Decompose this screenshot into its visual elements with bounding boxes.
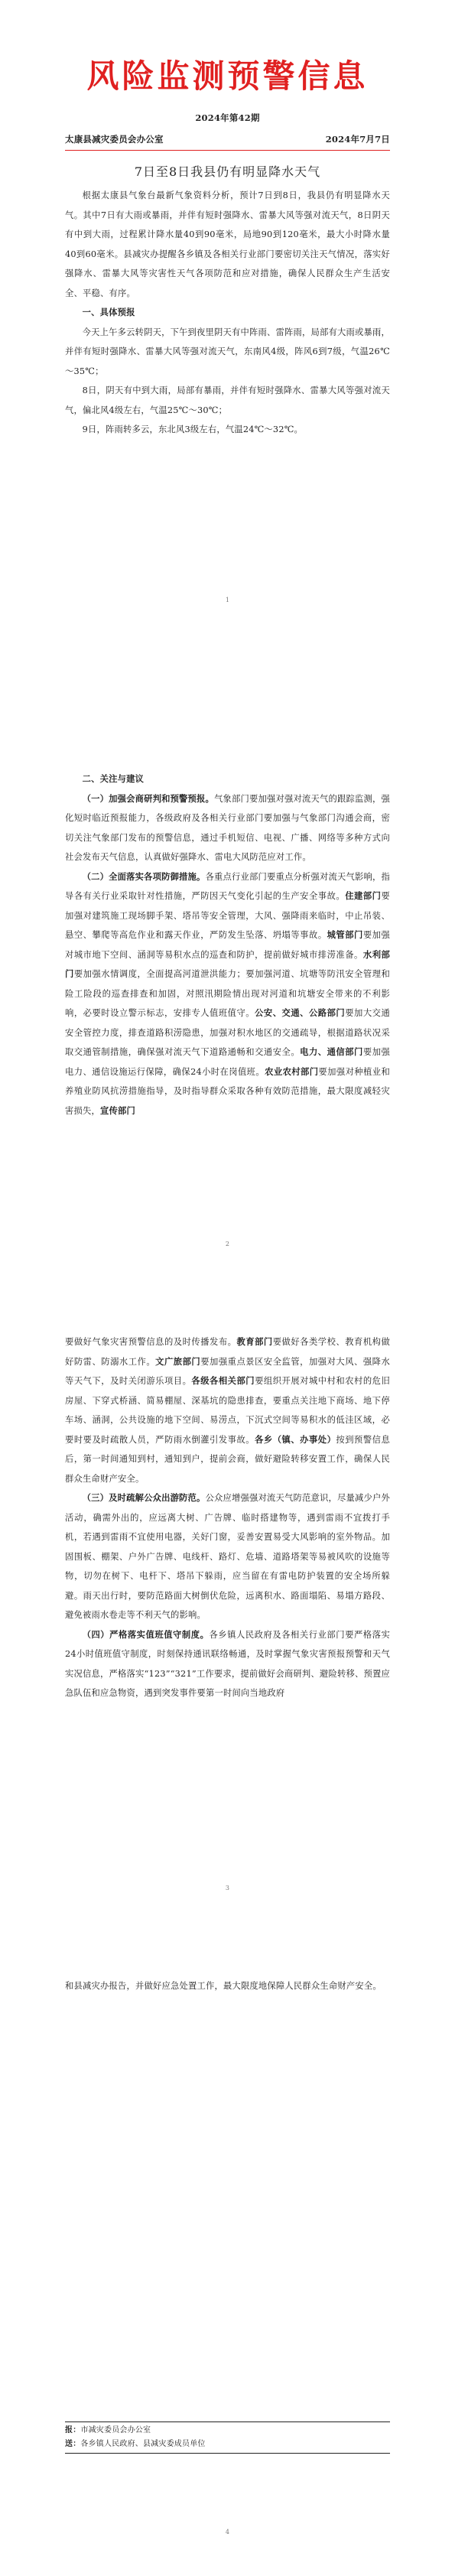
page-number: 3 xyxy=(225,1885,230,1891)
issue-date: 2024年7月7日 xyxy=(325,134,390,145)
forecast-day-9: 9日，阵雨转多云，东北风3级左右，气温24℃～32℃。 xyxy=(82,424,304,434)
page-2 xyxy=(0,644,455,1288)
forecast-day-8: 8日，阴天有中到大雨，局部有暴雨，并伴有短时强降水、雷暴大风等强对流天气，偏北风4级左右，气温25℃～30℃； xyxy=(65,385,390,415)
issuer: 太康县减灾委员会办公室 xyxy=(65,134,164,145)
masthead-title: 风险监测预警信息 xyxy=(86,57,369,95)
section-heading-advice: 二、关注与建议 xyxy=(82,773,145,784)
page-number: 2 xyxy=(225,1241,230,1247)
report-label: 报： xyxy=(65,2426,81,2435)
advice-paragraph-2-cont: 要做好气象灾害预警信息的及时传播发布。教育部门要做好各类学校、教育机构做好防雷、防溺水工作。文广旅部门要加强重点景区安全监管，加强对大风、强降水等天气下，及时关闭游乐项目。各级各相关部门要组织开展对城中村和农村的危旧房屋、下穿式桥涵、简易棚屋、深基坑的隐患排查，要重点关注地下商场、地下停车场、涵洞，公共设施的地下空间、易涝点，下沉式空间等易积水的低洼区域，必要时要及时疏散人员，严防雨水倒灌引发事故。各乡（镇、办事处）按到预警信息后，第一时间通知到村，通知到户，提前会商，做好避险转移安置工作，确保人民群众生命财产安全。 xyxy=(65,1336,390,1484)
footer-divider-bottom xyxy=(65,2453,390,2454)
send-line xyxy=(65,2438,390,2451)
red-divider xyxy=(65,150,390,151)
header-meta xyxy=(65,132,390,150)
advice-lead-2: （二）全面落实各项防御措施。 xyxy=(82,870,206,882)
page-3 xyxy=(0,1288,455,1932)
report-value: 市减灾委员会办公室 xyxy=(80,2426,151,2435)
send-value: 各乡镇人民政府、县减灾委成员单位 xyxy=(80,2440,206,2448)
section-heading-forecast: 一、具体预报 xyxy=(82,307,135,317)
advice-paragraph-3: （三）及时疏解公众出游防范。公众应增强强对流天气防范意识，尽量减少户外活动，确需外出的，应远离大树、广告牌、临时搭建物等，遇到雷雨不宜拨打手机，若遇到雷雨不宜使用电器，关好门窗，妥善安置易受大风影响的室外物品。加固围板、棚架、户外广告牌、电线杆、路灯、危墙、道路塔架等易被风吹的设施等物，切勿在树下、电杆下、塔吊下躲雨，应当留在有雷电防护装置的安全场所躲避。雨天出行时，要防范路面大树倒伏危险，远离积水、路面塌陷、易塌方路段、避免被雨水卷走等不利天气的影响。 xyxy=(65,1492,390,1620)
distribution-footer xyxy=(65,2422,390,2454)
advice-paragraph-4-cont: 和县减灾办报告，并做好应急处置工作，最大限度地保障人民群众生命财产安全。 xyxy=(65,1981,382,1991)
article-title: 7日至8日我县仍有明显降水天气 xyxy=(134,164,321,179)
advice-paragraph-1: （一）加强会商研判和预警预报。气象部门要加强对强对流天气的跟踪监测，强化短时临近预报能力，各级政府及各相关行业部门要加强与气象部门沟通会商，密切关注气象部门发布的预警信息，通过手机短信、电视、广播、网络等多种方式向社会发布天气信息，认真做好强降水、雷电大风防范应对工作。 xyxy=(65,792,391,862)
advice-lead-4: （四）严格落实值班值守制度。 xyxy=(82,1628,210,1640)
intro-paragraph: 根据太康县气象台最新气象资料分析，预计7日到8日，我县仍有明显降水天气。其中7日有大雨或暴雨，并伴有短时强降水、雷暴大风等强对流天气，8日阴天有中到大雨，过程累计降水量40到90毫米，局地90到120毫米，最大小时降水量40到60毫米。县减灾办提醒各乡镇及各相关行业部门要密切关注天气情况，落实好强降水、雷暴大风等灾害性天气各项防范和应对措施，确保人民群众生产生活安全、平稳、有序。 xyxy=(65,190,390,298)
advice-paragraph-2: （二）全面落实各项防御措施。各重点行业部门要重点分析强对流天气影响，指导各有关行业采取针对性措施，严防因天气变化引起的生产安全事故。住建部门要加强对建筑施工现场脚手架、塔吊等安全管理，大风、强降雨来临时，中止吊装、悬空、攀爬等高危作业和露天作业，严防发生坠落、坍塌等事故。城管部门要加强对城市地下空间、涵洞等易积水点的巡查和防护，提前做好城市排涝准备。水利部门要加强水情调度，全面提高河道泄洪能力；要加强河道、坑塘等防汛安全管理和险工险段的巡查排查和加固，对照汛期险情出现对河道和坑塘安全带来的不利影响，必要时设立警示标志，安排专人值班值守。公安、交通、公路部门要加大交通安全管控力度，排查道路积涝隐患，加强对积水地区的交通疏导，根据道路状况采取交通管制措施，确保强对流天气下道路通畅和交通安全。电力、通信部门要加强电力、通信设施运行保障，确保24小时在岗值班。农业农村部门要加强对种植业和养殖业防风抗涝措施指导，及时指导群众采取各种有效防范措施，最大限度减轻灾害损失，宣传部门 xyxy=(65,870,391,1116)
page-4 xyxy=(0,1932,455,2576)
page-number: 4 xyxy=(225,2529,230,2535)
page-1 xyxy=(0,0,455,644)
advice-lead-3: （三）及时疏解公众出游防范。 xyxy=(82,1492,206,1503)
forecast-day-7: 今天上午多云转阴天，下午到夜里阴天有中阵雨、雷阵雨，局部有大雨或暴雨，并伴有短时强降水、雷暴大风等强对流天气，东南风4级，阵风6到7级，气温26℃～35℃； xyxy=(65,327,390,376)
issue-number: 2024年第42期 xyxy=(195,112,260,123)
send-label: 送： xyxy=(65,2440,81,2448)
page-number: 1 xyxy=(225,597,230,603)
report-line xyxy=(65,2424,390,2438)
advice-lead-1: （一）加强会商研判和预警预报。 xyxy=(82,792,215,804)
advice-paragraph-4: （四）严格落实值班值守制度。各乡镇人民政府及各相关行业部门要严格落实24小时值班值守制度，时刻保持通讯联络畅通，及时掌握气象灾害预报预警和天气实况信息，严格落实“123”“321”工作要求，提前做好会商研判、避险转移、预置应急队伍和应急物资，遇到突发事件要第一时间向当地政府 xyxy=(65,1628,390,1698)
